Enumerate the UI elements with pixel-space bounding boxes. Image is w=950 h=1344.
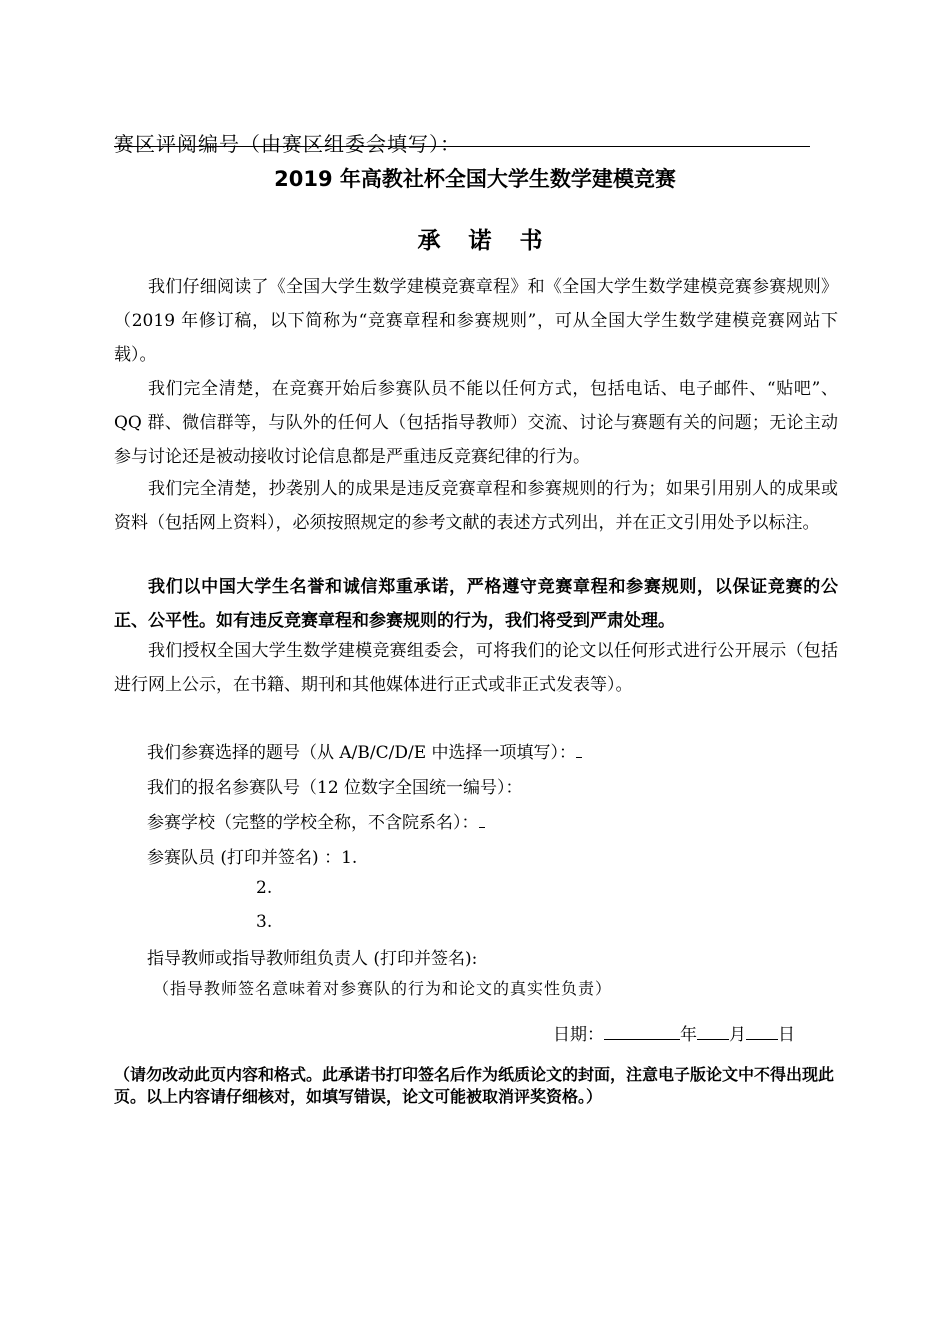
paragraph-rules-read: 我们仔细阅读了《全国大学生数学建模竞赛章程》和《全国大学生数学建模竞赛参赛规则》（2019 年修订稿，以下简称为“竞赛章程和参赛规则”，可从全国大学生数学建模竞赛网站下载）。 [114,277,838,365]
team-number-label: 我们的报名参赛队号（12 位数字全国统一编号）： [147,778,523,798]
document-subtitle: 承 诺 书 [417,227,553,254]
advisor-field[interactable] [147,944,477,969]
date-day-blank[interactable] [746,1021,778,1040]
date-month-label: 月 [729,1025,746,1045]
school-blank[interactable] [479,813,485,828]
advisor-note: （指导教师签名意味着对参赛队的行为和论文的真实性负责） [153,979,613,998]
member-2-label[interactable]: 2. [256,878,273,898]
paragraph-no-communication: 我们完全清楚，在竞赛开始后参赛队员不能以任何方式，包括电话、电子邮件、“贴吧”、QQ 群、微信群等，与队外的任何人（包括指导教师）交流、讨论与赛题有关的问题；无论主动参与讨论还是被动接收讨论信息都是严重违反竞赛纪律的行为。 [114,379,838,467]
date-label: 日期： [553,1025,604,1045]
members-field [147,843,357,868]
date-year-label: 年 [680,1025,697,1045]
school-field[interactable] [147,808,485,833]
date-row [553,1020,795,1045]
team-number-field[interactable] [147,773,523,798]
paragraph-pledge: 我们以中国大学生名誉和诚信郑重承诺，严格遵守竞赛章程和参赛规则，以保证竞赛的公正、公平性。如有违反竞赛章程和参赛规则的行为，我们将受到严肃处理。 [114,577,838,631]
date-month-blank[interactable] [697,1021,729,1040]
school-label: 参赛学校（完整的学校全称，不含院系名）： [147,813,479,833]
paragraph-plagiarism: 我们完全清楚，抄袭别人的成果是违反竞赛章程和参赛规则的行为；如果引用别人的成果或资料（包括网上资料），必须按照规定的参考文献的表述方式列出，并在正文引用处予以标注。 [114,479,838,533]
header-divider [114,146,810,147]
problem-number-field[interactable] [147,738,582,763]
problem-number-blank[interactable] [576,743,582,758]
date-day-label: 日 [778,1025,795,1045]
member-1-label[interactable]: 1. [341,848,358,868]
member-3-label[interactable]: 3. [256,912,273,932]
paragraph-authorization: 我们授权全国大学生数学建模竞赛组委会，可将我们的论文以任何形式进行公开展示（包括进行网上公示，在书籍、期刊和其他媒体进行正式或非正式发表等）。 [114,641,838,695]
date-year-blank[interactable] [604,1021,680,1040]
problem-number-label: 我们参赛选择的题号（从 A/B/C/D/E 中选择一项填写）： [147,743,577,763]
members-label: 参赛队员 (打印并签名) ： [147,848,342,868]
advisor-label: 指导教师或指导教师组负责人 (打印并签名): [147,949,478,969]
warning-notice: （请勿改动此页内容和格式。此承诺书打印签名后作为纸质论文的封面，注意电子版论文中不得出现此页。以上内容请仔细核对，如填写错误，论文可能被取消评奖资格。） [114,1065,835,1106]
page-title: 2019 年高教社杯全国大学生数学建模竞赛 [274,167,676,191]
review-number-label: 赛区评阅编号（由赛区组委会填写）： [114,132,461,156]
